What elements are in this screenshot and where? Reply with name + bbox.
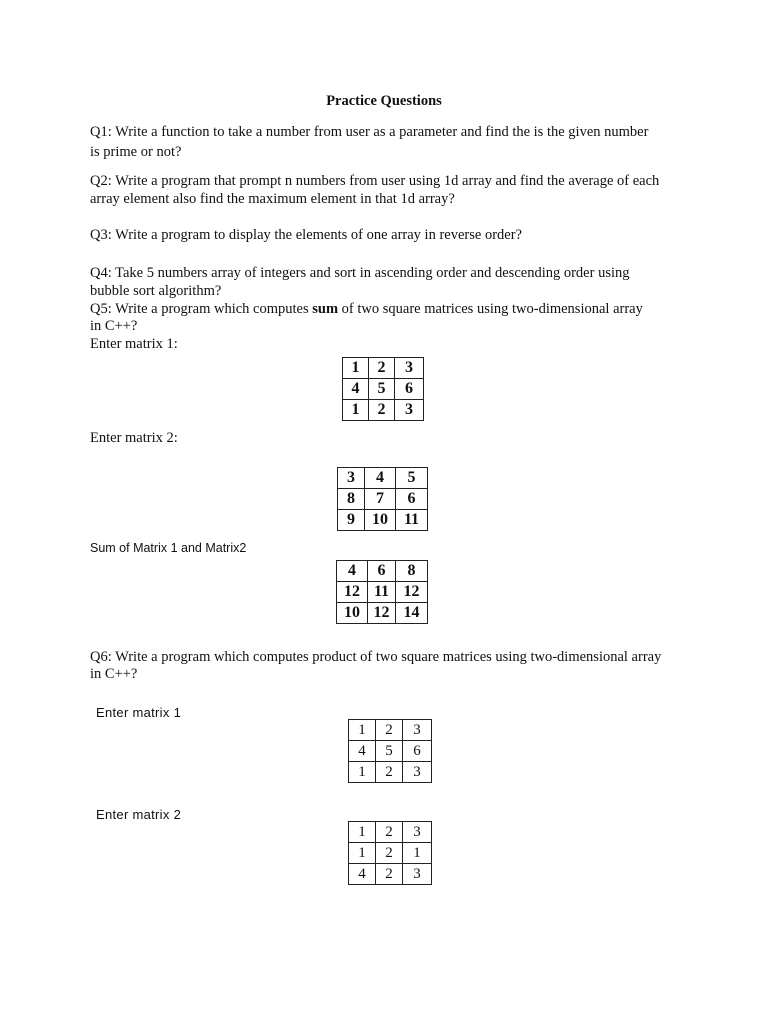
q5-matrix1-label: Enter matrix 1:: [90, 336, 178, 352]
table-row: [349, 822, 432, 843]
matrix-cell: 8: [396, 561, 428, 582]
q6-matrix1-label: Enter matrix 1: [96, 705, 182, 720]
matrix-cell: 1: [403, 843, 432, 864]
matrix-cell: 2: [376, 864, 403, 885]
matrix-cell: 2: [376, 822, 403, 843]
table-row: [338, 468, 428, 489]
table-row: [343, 379, 424, 400]
table-row: [349, 864, 432, 885]
matrix-cell: 11: [396, 510, 428, 531]
matrix-cell: 6: [396, 489, 428, 510]
table-row: [349, 843, 432, 864]
matrix-cell: 4: [343, 379, 369, 400]
matrix-cell: 4: [337, 561, 368, 582]
table-row: [338, 489, 428, 510]
q5-sum-label: Sum of Matrix 1 and Matrix2: [90, 541, 247, 555]
table-row: [337, 582, 428, 603]
matrix-cell: 8: [338, 489, 365, 510]
q6-matrix1: [348, 719, 432, 783]
q5-matrix2: [337, 467, 428, 531]
q5-bold-word: sum: [312, 301, 339, 317]
q5-matrix1: [342, 357, 424, 421]
matrix-cell: 3: [338, 468, 365, 489]
table-row: [343, 400, 424, 421]
page-title: Practice Questions: [326, 93, 442, 109]
q5-matrix2-label: Enter matrix 2:: [90, 430, 178, 446]
q6-line2: in C++?: [90, 666, 138, 682]
q2-line2: array element also find the maximum element in that 1d array?: [90, 191, 455, 207]
matrix-cell: 5: [396, 468, 428, 489]
matrix-cell: 3: [395, 358, 424, 379]
matrix-cell: 10: [365, 510, 396, 531]
matrix-cell: 3: [395, 400, 424, 421]
q1-line2: is prime or not?: [90, 144, 182, 160]
matrix-cell: 10: [337, 603, 368, 624]
matrix-cell: 1: [349, 822, 376, 843]
matrix-cell: 12: [396, 582, 428, 603]
q3-text: Q3: Write a program to display the elements of one array in reverse order?: [90, 227, 522, 243]
matrix-cell: 3: [403, 864, 432, 885]
q6-line1: Q6: Write a program which computes product of two square matrices using two-dimensional array: [90, 649, 662, 665]
table-row: [349, 741, 432, 762]
q5-line1: [90, 300, 643, 318]
matrix-cell: 12: [337, 582, 368, 603]
q5-sum-matrix: [336, 560, 428, 624]
matrix-cell: 1: [349, 843, 376, 864]
matrix-cell: 2: [376, 720, 403, 741]
matrix-cell: 3: [403, 762, 432, 783]
matrix-cell: 2: [376, 762, 403, 783]
q6-matrix2-label: Enter matrix 2: [96, 807, 182, 822]
matrix-cell: 6: [368, 561, 396, 582]
matrix-cell: 14: [396, 603, 428, 624]
matrix-cell: 1: [343, 400, 369, 421]
matrix-cell: 3: [403, 720, 432, 741]
matrix-cell: 9: [338, 510, 365, 531]
matrix-cell: 7: [365, 489, 396, 510]
q5-suffix: of two square matrices using two-dimensional array: [338, 301, 643, 317]
matrix-cell: 1: [349, 762, 376, 783]
matrix-cell: 2: [369, 400, 395, 421]
q4-line2: bubble sort algorithm?: [90, 283, 222, 299]
table-row: [337, 561, 428, 582]
q4-line1: Q4: Take 5 numbers array of integers and sort in ascending order and descending order using: [90, 265, 630, 281]
matrix-cell: 4: [365, 468, 396, 489]
matrix-cell: 1: [349, 720, 376, 741]
q2-line1: Q2: Write a program that prompt n numbers from user using 1d array and find the average of each: [90, 173, 660, 189]
matrix-cell: 6: [395, 379, 424, 400]
matrix-cell: 2: [369, 358, 395, 379]
table-row: [343, 358, 424, 379]
q1-line1: Q1: Write a function to take a number from user as a parameter and find the is the given number: [90, 124, 649, 140]
matrix-cell: 12: [368, 603, 396, 624]
table-row: [338, 510, 428, 531]
matrix-cell: 5: [376, 741, 403, 762]
matrix-cell: 4: [349, 741, 376, 762]
matrix-cell: 3: [403, 822, 432, 843]
matrix-cell: 6: [403, 741, 432, 762]
q5-prefix: Q5: Write a program which computes: [90, 301, 313, 317]
q6-matrix2: [348, 821, 432, 885]
matrix-cell: 2: [376, 843, 403, 864]
table-row: [349, 720, 432, 741]
matrix-cell: 11: [368, 582, 396, 603]
matrix-cell: 1: [343, 358, 369, 379]
matrix-cell: 5: [369, 379, 395, 400]
q5-line2: in C++?: [90, 318, 138, 334]
table-row: [337, 603, 428, 624]
matrix-cell: 4: [349, 864, 376, 885]
table-row: [349, 762, 432, 783]
